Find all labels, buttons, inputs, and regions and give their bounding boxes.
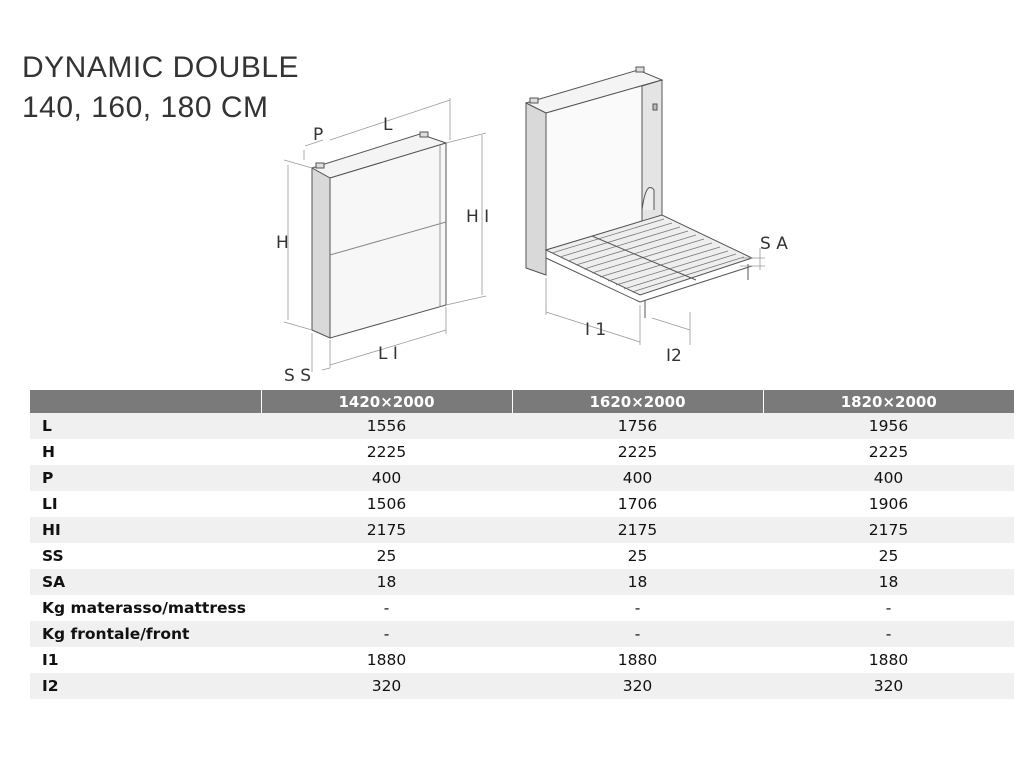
table-cell: -	[261, 621, 512, 647]
table-cell: 1756	[512, 413, 763, 439]
table-row	[30, 673, 1014, 699]
row-label: I2	[30, 673, 261, 699]
table-row	[30, 465, 1014, 491]
page-subtitle: 140, 160, 180 CM	[22, 91, 269, 124]
table-cell: 25	[512, 543, 763, 569]
table-row	[30, 413, 1014, 439]
dim-label-h: H	[276, 233, 289, 253]
table-cell: 2225	[512, 439, 763, 465]
table-cell: 2175	[261, 517, 512, 543]
row-label: SS	[30, 543, 261, 569]
dim-label-i2: I2	[666, 346, 682, 366]
table-cell: 1880	[261, 647, 512, 673]
table-cell: 18	[261, 569, 512, 595]
table-row	[30, 543, 1014, 569]
table-row	[30, 491, 1014, 517]
column-header: 1420×2000	[261, 390, 512, 413]
table-cell: -	[512, 595, 763, 621]
dim-label-p: P	[313, 125, 324, 145]
table-row	[30, 517, 1014, 543]
table-row	[30, 569, 1014, 595]
table-cell: 1956	[763, 413, 1014, 439]
table-cell: 18	[512, 569, 763, 595]
row-label: I1	[30, 647, 261, 673]
table-row	[30, 621, 1014, 647]
table-cell: 25	[261, 543, 512, 569]
table-cell: 1880	[763, 647, 1014, 673]
table-cell: 2175	[512, 517, 763, 543]
dim-label-i1: I 1	[585, 320, 607, 340]
table-cell: 400	[763, 465, 1014, 491]
dim-label-ss: S S	[284, 366, 311, 385]
column-header	[30, 390, 261, 413]
open-bed-drawing	[526, 67, 752, 318]
table-cell: 2225	[763, 439, 1014, 465]
table-cell: 1706	[512, 491, 763, 517]
dimensions-table	[30, 390, 1014, 699]
wall-bed-diagram	[270, 60, 830, 385]
table-cell: 2225	[261, 439, 512, 465]
table-cell: 2175	[763, 517, 1014, 543]
table-cell: -	[261, 595, 512, 621]
column-header: 1820×2000	[763, 390, 1014, 413]
closed-cabinet-drawing	[312, 132, 446, 338]
table-cell: 400	[261, 465, 512, 491]
table-row	[30, 647, 1014, 673]
row-label: LI	[30, 491, 261, 517]
table-cell: 320	[763, 673, 1014, 699]
row-label: L	[30, 413, 261, 439]
row-label: Kg frontale/front	[30, 621, 261, 647]
row-label: HI	[30, 517, 261, 543]
table-cell: 18	[763, 569, 1014, 595]
table-cell: -	[763, 595, 1014, 621]
row-label: H	[30, 439, 261, 465]
page-title: DYNAMIC DOUBLE	[22, 51, 300, 84]
table-cell: 400	[512, 465, 763, 491]
table-row	[30, 439, 1014, 465]
column-header: 1620×2000	[512, 390, 763, 413]
row-label: Kg materasso/mattress	[30, 595, 261, 621]
table-cell: -	[763, 621, 1014, 647]
table-cell: 1556	[261, 413, 512, 439]
table-cell: 1880	[512, 647, 763, 673]
dim-label-li: L I	[378, 344, 398, 364]
table-cell: 320	[261, 673, 512, 699]
table-cell: 1506	[261, 491, 512, 517]
table-row	[30, 595, 1014, 621]
row-label: P	[30, 465, 261, 491]
dim-label-hi: H I	[466, 207, 490, 227]
table-header-row	[30, 390, 1014, 413]
dim-label-sa: S A	[760, 234, 788, 254]
table-cell: 320	[512, 673, 763, 699]
table-cell: 25	[763, 543, 1014, 569]
table-cell: -	[512, 621, 763, 647]
dim-label-l: L	[383, 115, 393, 135]
row-label: SA	[30, 569, 261, 595]
table-cell: 1906	[763, 491, 1014, 517]
